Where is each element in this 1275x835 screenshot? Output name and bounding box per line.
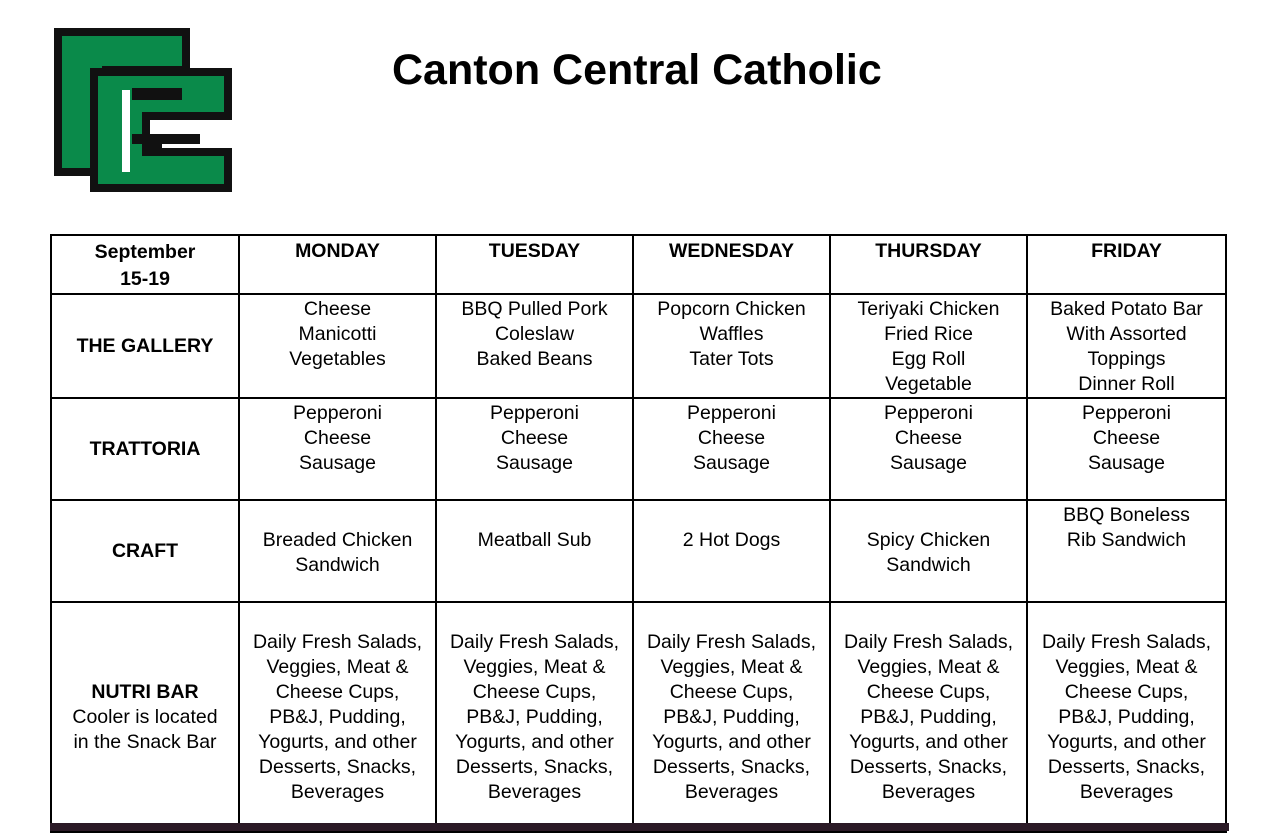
- menu-item-line: Daily Fresh Salads,: [843, 630, 1014, 653]
- menu-item-line: Baked Potato Bar: [1050, 298, 1203, 320]
- weekly-lunch-menu-table: [50, 234, 1227, 833]
- menu-item-line: Daily Fresh Salads,: [646, 630, 817, 653]
- day-header-wednesday: WEDNESDAY: [633, 235, 830, 294]
- menu-item-line: Cheese: [894, 427, 963, 449]
- menu-item-line: BBQ Boneless: [1063, 504, 1190, 526]
- week-label-cell: [51, 235, 239, 294]
- menu-item-line: Beverages: [1079, 780, 1174, 803]
- menu-item-line: PB&J, Pudding,: [860, 705, 997, 728]
- menu-item-line: [437, 503, 632, 528]
- menu-item-line: Sausage: [299, 452, 376, 474]
- menu-item-line: Sausage: [890, 452, 967, 474]
- day-header-tuesday: TUESDAY: [436, 235, 633, 294]
- menu-item-line: Waffles: [699, 323, 764, 345]
- menu-cell-craft-wednesday: [633, 500, 830, 602]
- menu-item-line: Pepperoni: [1082, 402, 1171, 424]
- station-row-trattoria: [51, 398, 1226, 500]
- menu-item-line: Veggies, Meat &: [463, 655, 606, 678]
- menu-item-line: Baked Beans: [476, 348, 593, 370]
- menu-cell-trattoria-wednesday: [633, 398, 830, 500]
- menu-item-line: Breaded Chicken: [262, 529, 413, 551]
- menu-item-line: BBQ Pulled Pork: [461, 298, 608, 320]
- day-header-thursday: THURSDAY: [830, 235, 1027, 294]
- station-name: NUTRI BAR: [91, 680, 199, 703]
- station-name-cell: [51, 500, 239, 602]
- menu-item-line: Sandwich: [295, 554, 380, 576]
- menu-item-line: Yogurts, and other: [1047, 730, 1206, 753]
- menu-item-line: Vegetables: [289, 348, 386, 370]
- menu-item-line: Cheese Cups,: [866, 680, 991, 703]
- menu-cell-craft-thursday: [830, 500, 1027, 602]
- menu-item-line: [831, 503, 1026, 528]
- menu-item-line: Daily Fresh Salads,: [252, 630, 423, 653]
- menu-item-line: Spicy Chicken: [866, 529, 991, 551]
- school-logo-cc-icon: [50, 24, 236, 196]
- station-note-line: Cooler is located: [72, 705, 218, 728]
- menu-item-line: Rib Sandwich: [1066, 529, 1187, 551]
- menu-item-line: Yogurts, and other: [652, 730, 811, 753]
- menu-item-line: Desserts, Snacks,: [258, 755, 417, 778]
- menu-item-line: Yogurts, and other: [258, 730, 417, 753]
- station-row-the-gallery: [51, 294, 1226, 398]
- menu-item-line: Veggies, Meat &: [266, 655, 409, 678]
- menu-item-line: Manicotti: [298, 323, 377, 345]
- menu-cell-craft-monday: [239, 500, 436, 602]
- menu-item-line: Teriyaki Chicken: [857, 298, 1000, 320]
- menu-cell-the-gallery-thursday: [830, 294, 1027, 398]
- menu-item-line: Veggies, Meat &: [857, 655, 1000, 678]
- menu-item-line: Dinner Roll: [1078, 373, 1175, 395]
- menu-item-line: Coleslaw: [494, 323, 575, 345]
- table-header-row: [51, 235, 1226, 294]
- menu-item-line: Cheese Cups,: [669, 680, 794, 703]
- menu-item-line: Veggies, Meat &: [1055, 655, 1198, 678]
- menu-cell-nutri-bar-friday: [1027, 602, 1226, 832]
- menu-item-line: Tater Tots: [689, 348, 774, 370]
- menu-item-line: PB&J, Pudding,: [466, 705, 603, 728]
- menu-cell-trattoria-thursday: [830, 398, 1027, 500]
- menu-item-line: Cheese Cups,: [1064, 680, 1189, 703]
- menu-item-line: Desserts, Snacks,: [652, 755, 811, 778]
- menu-item-line: [240, 503, 435, 528]
- menu-item-line: Cheese Cups,: [472, 680, 597, 703]
- menu-item-line: Cheese Cups,: [275, 680, 400, 703]
- menu-item-line: Beverages: [290, 780, 385, 803]
- menu-item-line: Pepperoni: [293, 402, 382, 424]
- day-header-monday: MONDAY: [239, 235, 436, 294]
- menu-item-line: PB&J, Pudding,: [1058, 705, 1195, 728]
- menu-item-line: Desserts, Snacks,: [849, 755, 1008, 778]
- menu-item-line: Beverages: [684, 780, 779, 803]
- menu-item-line: Cheese: [303, 298, 372, 320]
- menu-cell-trattoria-friday: [1027, 398, 1226, 500]
- menu-item-line: Beverages: [487, 780, 582, 803]
- station-note-line: in the Snack Bar: [73, 730, 217, 753]
- menu-item-line: Vegetable: [885, 373, 972, 395]
- menu-item-line: Yogurts, and other: [455, 730, 614, 753]
- menu-item-line: PB&J, Pudding,: [269, 705, 406, 728]
- menu-item-line: Desserts, Snacks,: [455, 755, 614, 778]
- menu-item-line: [634, 503, 829, 528]
- school-name-heading: Canton Central Catholic: [392, 46, 882, 94]
- station-row-nutri-bar: [51, 602, 1226, 832]
- station-name-cell: [51, 294, 239, 398]
- station-row-craft: [51, 500, 1226, 602]
- menu-item-line: Daily Fresh Salads,: [449, 630, 620, 653]
- menu-item-line: Desserts, Snacks,: [1047, 755, 1206, 778]
- menu-cell-craft-tuesday: [436, 500, 633, 602]
- menu-item-line: Pepperoni: [687, 402, 776, 424]
- station-name: TRATTORIA: [89, 437, 201, 460]
- menu-item-line: Cheese: [697, 427, 766, 449]
- menu-item-line: Yogurts, and other: [849, 730, 1008, 753]
- week-label-month: September: [94, 241, 196, 263]
- menu-cell-the-gallery-tuesday: [436, 294, 633, 398]
- station-name: THE GALLERY: [76, 334, 214, 357]
- menu-item-line: Egg Roll: [891, 348, 966, 370]
- menu-item-line: Sausage: [693, 452, 770, 474]
- menu-cell-craft-friday: [1027, 500, 1226, 602]
- station-name: CRAFT: [111, 539, 179, 562]
- menu-item-line: Pepperoni: [490, 402, 579, 424]
- station-name-cell: [51, 398, 239, 500]
- week-label-dates: 15-19: [120, 268, 170, 290]
- menu-item-line: Veggies, Meat &: [660, 655, 803, 678]
- menu-item-line: 2 Hot Dogs: [682, 529, 781, 551]
- menu-item-line: Beverages: [881, 780, 976, 803]
- menu-item-line: Sandwich: [886, 554, 971, 576]
- menu-cell-trattoria-tuesday: [436, 398, 633, 500]
- menu-item-line: Cheese: [303, 427, 372, 449]
- menu-item-line: Cheese: [500, 427, 569, 449]
- menu-item-line: Sausage: [496, 452, 573, 474]
- menu-item-line: With Assorted: [1066, 323, 1187, 345]
- menu-cell-nutri-bar-tuesday: [436, 602, 633, 832]
- menu-item-line: Cheese: [1092, 427, 1161, 449]
- menu-cell-the-gallery-wednesday: [633, 294, 830, 398]
- menu-item-line: Pepperoni: [884, 402, 973, 424]
- day-header-friday: FRIDAY: [1027, 235, 1226, 294]
- menu-cell-the-gallery-friday: [1027, 294, 1226, 398]
- menu-item-line: PB&J, Pudding,: [663, 705, 800, 728]
- menu-item-line: Popcorn Chicken: [657, 298, 806, 320]
- menu-cell-trattoria-monday: [239, 398, 436, 500]
- menu-item-line: Toppings: [1087, 348, 1166, 370]
- menu-cell-nutri-bar-monday: [239, 602, 436, 832]
- menu-item-line: Daily Fresh Salads,: [1041, 630, 1212, 653]
- menu-item-line: Meatball Sub: [477, 529, 592, 551]
- menu-cell-nutri-bar-wednesday: [633, 602, 830, 832]
- station-name-cell: [51, 602, 239, 832]
- menu-cell-nutri-bar-thursday: [830, 602, 1027, 832]
- menu-item-line: Fried Rice: [884, 323, 973, 345]
- bottom-border-bar: [50, 823, 1229, 831]
- menu-item-line: Sausage: [1088, 452, 1165, 474]
- menu-cell-the-gallery-monday: [239, 294, 436, 398]
